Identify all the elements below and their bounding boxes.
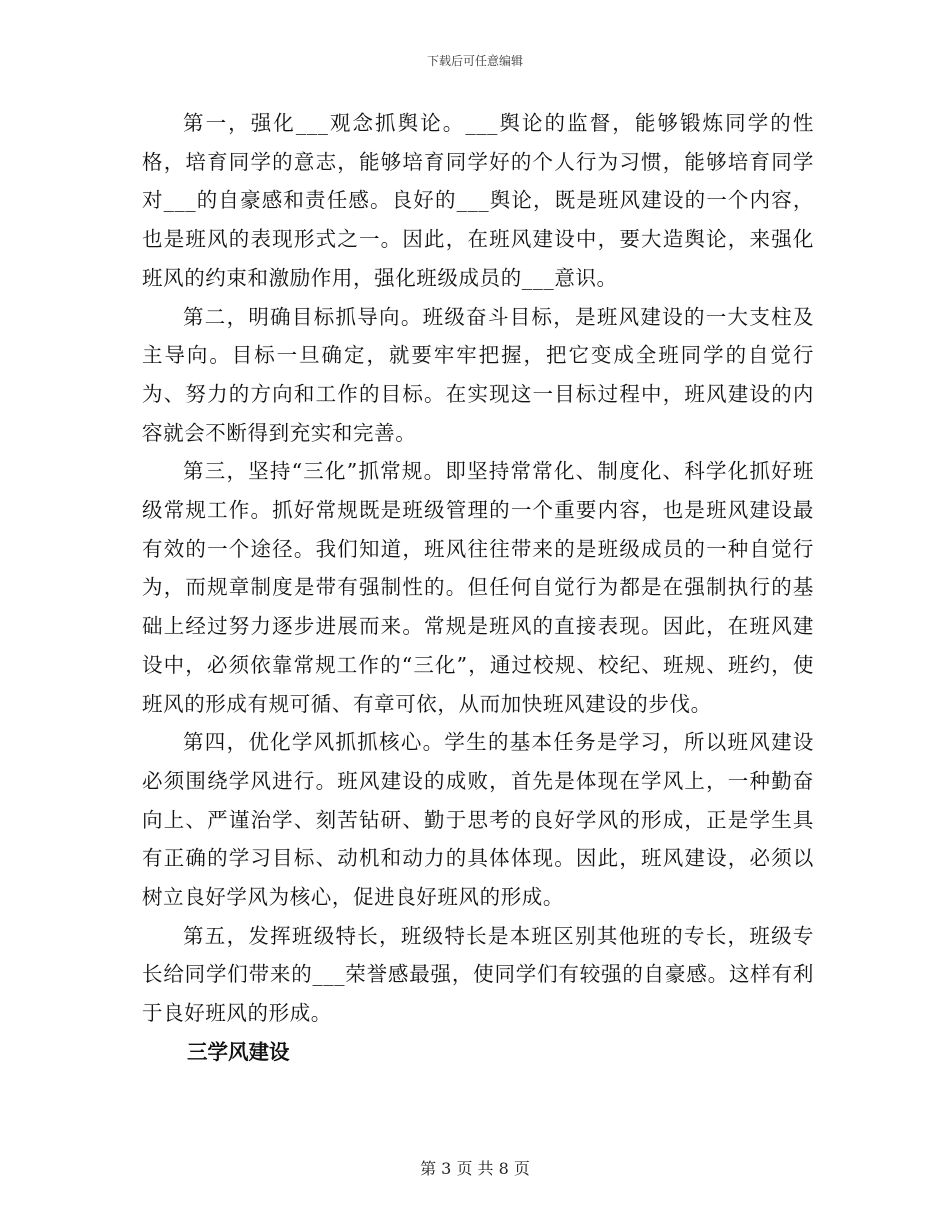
paragraph-1: 第一，强化___观念抓舆论。___舆论的监督，能够锻炼同学的性格，培育同学的意志，能够培育同学好的个人行为习惯，能够培育同学对___的自豪感和责任感。良好的___舆论，既是班风建设的一个内容，也是班风的表现形式之一。因此，在班风建设中，要大造舆论，来强化班风的约束和激励作用，强化班级成员的___意识。: [142, 111, 814, 290]
paragraph-5: 第五，发挥班级特长，班级特长是本班区别其他班的专长，班级专长给同学们带来的___荣誉感最强，使同学们有较强的自豪感。这样有利于良好班风的形成。: [142, 923, 814, 1026]
paragraph-4: 第四，优化学风抓抓核心。学生的基本任务是学习，所以班风建设必须围绕学风进行。班风建设的成败，首先是体现在学风上，一种勤奋向上、严谨治学、刻苦钻研、勤于思考的良好学风的形成，正是学生具有正确的学习目标、动机和动力的具体体现。因此，班风建设，必须以树立良好学风为核心，促进良好班风的形成。: [142, 730, 814, 910]
page-footer: 第 3 页 共 8 页: [420, 1159, 530, 1178]
document-body: [142, 104, 814, 1072]
paragraph-3: 第三，坚持“三化”抓常规。即坚持常常化、制度化、科学化抓好班级常规工作。抓好常规既是班级管理的一个重要内容，也是班风建设最有效的一个途径。我们知道，班风往往带来的是班级成员的一种自觉行为，而规章制度是带有强制性的。但任何自觉行为都是在强制执行的基础上经过努力逐步进展而来。常规是班风的直接表现。因此，在班风建设中，必须依靠常规工作的“三化”，通过校规、校纪、班规、班约，使班风的形成有规可循、有章可依，从而加快班风建设的步伐。: [142, 459, 814, 716]
paragraph-2: 第二，明确目标抓导向。班级奋斗目标，是班风建设的一大支柱及主导向。目标一旦确定，就要牢牢把握，把它变成全班同学的自觉行为、努力的方向和工作的目标。在实现这一目标过程中，班风建设的内容就会不断得到充实和完善。: [142, 304, 814, 445]
page-header: 下载后可任意编辑: [426, 54, 523, 68]
section-heading: 三学风建设: [187, 1039, 290, 1064]
